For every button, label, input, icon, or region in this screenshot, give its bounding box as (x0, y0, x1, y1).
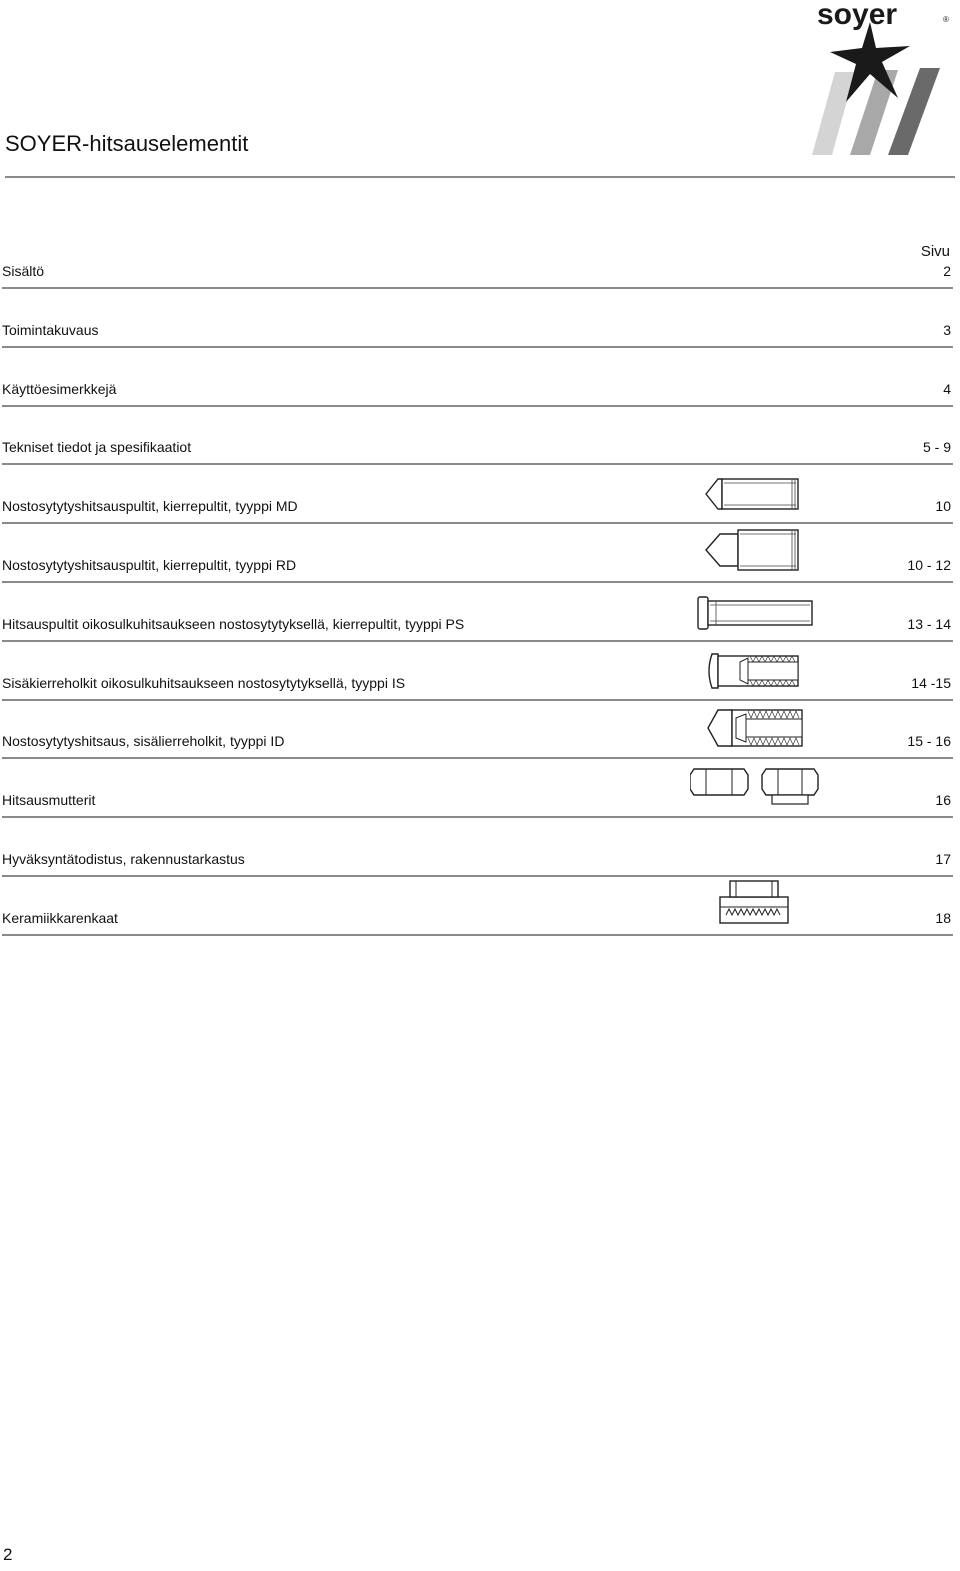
brand-wordmark: soyer (817, 0, 898, 31)
page-column-header: Sivu (920, 243, 950, 260)
toc-entry-page: 16 (935, 792, 951, 808)
toc-entry-page: 5 - 9 (922, 439, 951, 455)
toc-entry-label: Nostosytytyshitsauspultit, kierrepultit, tyyppi MD (2, 498, 298, 514)
document-title: SOYER-hitsauselementit (5, 131, 249, 156)
toc-entry[interactable] (2, 231, 953, 289)
title-divider (5, 176, 955, 178)
toc-entry-page: 2 (943, 263, 951, 279)
ceramic-ferrule-icon (716, 877, 792, 930)
toc-entry[interactable] (2, 643, 953, 701)
toc-entry-page: 4 (943, 381, 951, 397)
toc-entry-label: Hitsausmutterit (2, 792, 96, 808)
toc-entry-label: Sisältö (2, 263, 45, 279)
toc-entry[interactable] (2, 466, 953, 524)
toc-entry-page: 3 (943, 322, 951, 338)
toc-entry[interactable] (2, 290, 953, 348)
toc-entry-page: 15 - 16 (907, 733, 951, 749)
toc-entry-label: Hyväksyntätodistus, rakennustarkastus (2, 851, 245, 867)
toc-entry-page: 10 (935, 498, 951, 514)
toc-entry[interactable] (2, 584, 953, 642)
toc-entry-label: Nostosytytyshitsauspultit, kierrepultit, tyyppi RD (2, 557, 297, 573)
toc-entry[interactable] (2, 760, 953, 818)
threaded-stud-ps-icon (696, 595, 816, 636)
threaded-stud-rd-icon (704, 528, 802, 577)
threaded-stud-md-icon (704, 475, 802, 518)
internal-thread-bush-id-icon (706, 708, 806, 753)
toc-entry-page: 18 (935, 910, 951, 926)
internal-thread-bush-is-icon (704, 652, 802, 695)
toc-entry-label: Sisäkierreholkit oikosulkuhitsaukseen nostosytytyksellä, tyyppi IS (2, 675, 406, 691)
toc-entry[interactable] (2, 819, 953, 877)
toc-entry-label: Tekniset tiedot ja spesifikaatiot (2, 439, 192, 455)
weld-nuts-icon (690, 767, 822, 812)
toc-entry-label: Hitsauspultit oikosulkuhitsaukseen nostosytytyksellä, kierrepultit, tyyppi PS (2, 616, 465, 632)
toc-entry[interactable] (2, 701, 953, 759)
toc-entry[interactable] (2, 349, 953, 407)
toc-entry-page: 17 (935, 851, 951, 867)
toc-entry-label: Toimintakuvaus (2, 322, 99, 338)
toc-entry[interactable] (2, 878, 953, 936)
soyer-logo (760, 0, 960, 160)
registered-mark: ® (943, 15, 949, 24)
toc-entry-page: 13 - 14 (907, 616, 951, 632)
page-number: 2 (3, 1545, 13, 1564)
toc-entry[interactable] (2, 525, 953, 583)
toc-entry-label: Nostosytytyshitsaus, sisälierreholkit, tyyppi ID (2, 733, 285, 749)
toc-entry-label: Keramiikkarenkaat (2, 910, 118, 926)
toc-entry-label: Käyttöesimerkkejä (2, 381, 117, 397)
toc-entry-page: 10 - 12 (907, 557, 951, 573)
toc-entry-page: 14 -15 (911, 675, 951, 691)
toc-entry[interactable] (2, 407, 953, 465)
